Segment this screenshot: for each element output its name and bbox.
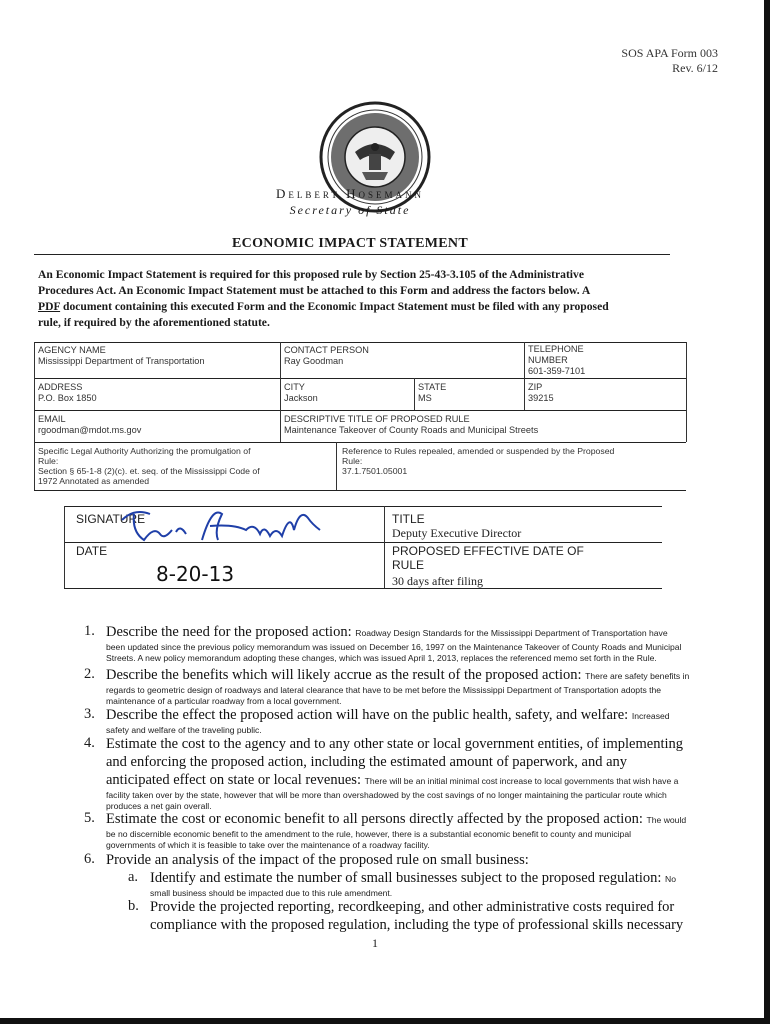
rule-reference-field	[342, 446, 614, 476]
grid-line	[34, 442, 686, 443]
email-field	[38, 414, 141, 436]
form-number: SOS APA Form 003	[621, 46, 718, 60]
sub-question-letter: a.	[128, 869, 139, 885]
answer-text: The would	[646, 815, 687, 825]
pdf-term: PDF	[38, 300, 61, 313]
page-number: 1	[372, 936, 378, 950]
handwritten-signature	[114, 500, 334, 552]
question-text: Estimate the cost or economic benefit to all persons directly affected by the proposed action:	[106, 811, 647, 827]
question-text: Estimate the cost to the agency and to any other state or local government entities, of implementing	[106, 736, 684, 752]
question-text: Describe the need for the proposed action:	[106, 624, 356, 640]
city-label: CITY	[284, 382, 305, 392]
telephone-label: TELEPHONE	[528, 344, 584, 354]
email-value: rgoodman@mdot.ms.gov	[38, 425, 142, 435]
answer-line: be no discernible economic benefit to the amendment to the rule, however, there is a substantial economic benefit to county and municipal	[106, 829, 632, 839]
agency-name-field	[38, 345, 204, 367]
form-identifier	[621, 46, 718, 76]
sub-question-letter: b.	[128, 898, 139, 914]
zip-label: ZIP	[528, 382, 543, 392]
rule-reference-line: 37.1.7501.05001	[342, 466, 408, 476]
question-number: 5.	[84, 810, 95, 826]
question-5	[106, 810, 706, 851]
descriptive-title-value: Maintenance Takeover of County Roads and Municipal Streets	[284, 425, 539, 435]
title-label: TITLE	[392, 512, 425, 526]
state-value: MS	[418, 393, 432, 403]
signature-block	[64, 506, 664, 606]
answer-line: Streets. A new policy memorandum adopting these changes, which was issued April 1, 2013, replaces the referenced memo set forth in the Rule.	[106, 653, 657, 663]
grid-line	[686, 342, 687, 442]
rule-reference-line: Rule:	[342, 456, 363, 466]
document-title: ECONOMIC IMPACT STATEMENT	[232, 236, 468, 251]
intro-line-rest: document containing this executed Form and the Economic Impact Statement must be filed with any proposed	[60, 300, 609, 313]
effective-date-value: 30 days after filing	[392, 574, 483, 588]
contact-person-field	[284, 345, 369, 367]
question-line	[150, 869, 710, 888]
grid-line	[336, 442, 337, 490]
answer-line: safety and welfare of the traveling public.	[106, 725, 262, 735]
legal-authority-field	[38, 446, 260, 486]
question-line	[106, 771, 706, 790]
answer-text: Roadway Design Standards for the Mississippi Department of Transportation have	[355, 628, 668, 638]
question-6a	[150, 869, 710, 899]
question-text: Provide an analysis of the impact of the proposed rule on small business:	[106, 852, 529, 868]
secretary-name: Delbert Hosemann	[276, 186, 424, 201]
agency-name-label: AGENCY NAME	[38, 345, 106, 355]
form-revision: Rev. 6/12	[672, 61, 718, 75]
grid-line	[414, 378, 415, 410]
grid-line	[34, 342, 35, 490]
intro-line: Procedures Act. An Economic Impact Statement must be attached to this Form and address the factors below. A	[38, 284, 591, 297]
answer-text: There are safety benefits in	[585, 671, 690, 681]
telephone-value: 601-359-7101	[528, 366, 586, 376]
question-line	[106, 623, 706, 642]
sig-line	[64, 506, 65, 588]
zip-field	[528, 382, 554, 404]
sig-line	[384, 506, 385, 588]
address-value: P.O. Box 1850	[38, 393, 97, 403]
zip-value: 39215	[528, 393, 554, 403]
effective-date-label	[392, 544, 584, 572]
secretary-title: Secretary of State	[289, 203, 411, 217]
telephone-field	[528, 344, 585, 377]
scan-edge	[764, 0, 770, 1024]
legal-authority-line: Section § 65-1-8 (2)(c). et. seq. of the Mississippi Code of	[38, 466, 260, 476]
question-text: Describe the effect the proposed action will have on the public health, safety, and welfare:	[106, 707, 632, 723]
answer-text: There will be an initial minimal cost increase to local governments that wish have a	[364, 776, 679, 786]
descriptive-title-label: DESCRIPTIVE TITLE OF PROPOSED RULE	[284, 414, 470, 424]
legal-authority-line: Rule:	[38, 456, 59, 466]
date-label: DATE	[76, 544, 108, 558]
sig-line	[64, 588, 662, 589]
question-number: 3.	[84, 706, 95, 722]
question-6b	[150, 898, 710, 934]
intro-line: rule, if required by the aforementioned statute.	[38, 316, 270, 329]
grid-line	[280, 342, 281, 442]
question-line	[106, 706, 706, 725]
grid-line	[34, 378, 686, 379]
question-text: Describe the benefits which will likely accrue as the result of the proposed action:	[106, 667, 586, 683]
question-text: Provide the projected reporting, recordkeeping, and other administrative costs required for	[150, 899, 675, 915]
question-line	[106, 810, 706, 829]
question-1	[106, 623, 706, 664]
question-number: 6.	[84, 851, 95, 867]
date-value: 8-20-13	[156, 562, 235, 586]
grid-line	[34, 342, 686, 343]
intro-line	[38, 299, 678, 315]
answer-text: Increased	[631, 711, 670, 721]
answer-line: been updated since the previous policy memorandum was issued on December 16, 1997 on the Maintenance Takeover of County Roads and Municipal	[106, 642, 682, 652]
question-2	[106, 666, 706, 707]
question-text: Identify and estimate the number of small businesses subject to the proposed regulation:	[150, 870, 666, 886]
contact-person-value: Ray Goodman	[284, 356, 344, 366]
question-text: and enforcing the proposed action, including the estimated amount of paperwork, and any	[106, 754, 628, 770]
answer-line: governments of which it is feasible to take over the maintenance of a roadway facility.	[106, 840, 430, 850]
answer-line: maintenance of a particular roadway from a local government.	[106, 696, 342, 706]
question-number: 1.	[84, 623, 95, 639]
intro-paragraph	[38, 267, 678, 331]
state-field	[418, 382, 446, 404]
question-text: compliance with the proposed regulation, including the type of professional skills necessary	[150, 917, 684, 933]
answer-line: facility taken over by the state, however that will be more than overshadowed by the cost savings of no longer maintaining the particular route which	[106, 790, 667, 800]
city-field	[284, 382, 318, 404]
email-label: EMAIL	[38, 414, 66, 424]
question-text: anticipated effect on state or local revenues:	[106, 772, 365, 788]
question-3	[106, 706, 706, 736]
descriptive-title-field	[284, 414, 538, 436]
contact-person-label: CONTACT PERSON	[284, 345, 369, 355]
signature-label: SIGNATURE	[76, 512, 146, 526]
intro-line: An Economic Impact Statement is required for this proposed rule by Section 25-43-3.105 of the Administrative	[38, 268, 584, 281]
answer-line: small business should be impacted due to this rule amendment.	[150, 888, 393, 898]
city-value: Jackson	[284, 393, 318, 403]
effective-date-label-line: PROPOSED EFFECTIVE DATE OF	[392, 544, 584, 558]
rule-reference-line: Reference to Rules repealed, amended or suspended by the Proposed	[342, 446, 615, 456]
grid-line	[34, 490, 686, 491]
answer-text: No	[665, 874, 677, 884]
scan-edge	[0, 1018, 770, 1024]
question-number: 4.	[84, 735, 95, 751]
address-label: ADDRESS	[38, 382, 83, 392]
question-line	[106, 666, 706, 685]
effective-date-label-line: RULE	[392, 558, 425, 572]
agency-name-value: Mississippi Department of Transportation	[38, 356, 205, 366]
address-field	[38, 382, 97, 404]
agency-info-grid	[34, 342, 688, 492]
title-value: Deputy Executive Director	[392, 526, 522, 540]
answer-line: regards to geometric design of roadways and lateral clearance that have to be met before the Mississippi Department of Transportation adopts the	[106, 685, 662, 695]
legal-authority-line: 1972 Annotated as amended	[38, 476, 150, 486]
telephone-label: NUMBER	[528, 355, 568, 365]
question-number: 2.	[84, 666, 95, 682]
state-label: STATE	[418, 382, 447, 392]
grid-line	[34, 410, 686, 411]
question-4	[106, 735, 706, 812]
question-6	[106, 851, 706, 869]
title-rule	[34, 254, 670, 255]
answer-line: produces a net gain overall.	[106, 801, 212, 811]
legal-authority-line: Specific Legal Authority Authorizing the promulgation of	[38, 446, 251, 456]
grid-line	[524, 342, 525, 410]
